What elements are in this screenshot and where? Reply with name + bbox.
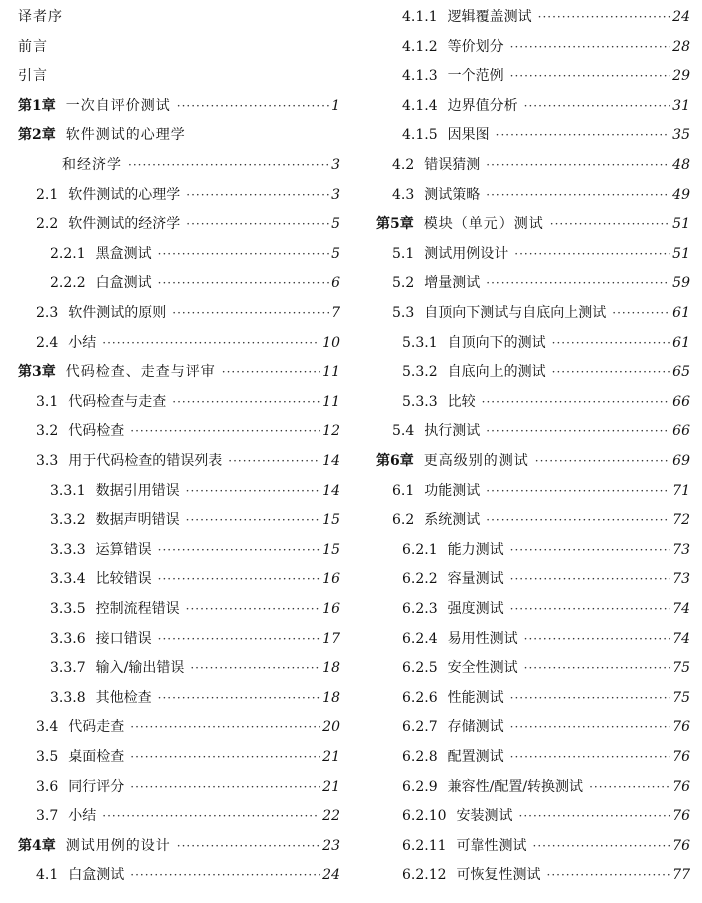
toc-entry-number: 5.4 — [392, 423, 415, 439]
toc-entry-page-number: 66 — [672, 394, 690, 410]
toc-entry-number: 3.3.2 — [50, 512, 86, 528]
toc-entry-page-number: 6 — [331, 275, 340, 291]
toc-entry-number: 5.1 — [392, 246, 415, 262]
toc-entry[interactable] — [0, 331, 340, 355]
toc-entry-page-number: 73 — [672, 571, 690, 587]
toc-entry-page-number: 20 — [322, 719, 340, 735]
toc-entry-number: 2.4 — [36, 335, 59, 351]
toc-entry-page-number: 69 — [672, 453, 690, 469]
toc-entry-title: 小结 — [68, 335, 97, 351]
toc-entry-title: 兼容性/配置/转换测试 — [447, 779, 584, 795]
toc-entry-number: 2.2 — [36, 216, 59, 232]
dot-leader — [130, 419, 320, 443]
toc-entry-title: 可靠性测试 — [456, 838, 527, 854]
toc-entry-page-number: 28 — [672, 39, 690, 55]
toc-entry-number: 4.1.5 — [402, 127, 438, 143]
toc-entry-title: 安装测试 — [456, 808, 513, 824]
toc-entry-number: 6.2.11 — [402, 838, 447, 854]
toc-entry-title: 易用性测试 — [447, 631, 518, 647]
toc-entry-number: 3.3.8 — [50, 690, 86, 706]
toc-entry[interactable] — [372, 212, 690, 236]
toc-entry[interactable] — [0, 538, 340, 562]
toc-entry-number: 3.1 — [36, 394, 59, 410]
dot-leader — [589, 775, 670, 799]
toc-entry-number: 5.3 — [392, 305, 415, 321]
toc-entry-number: 6.2.1 — [402, 542, 438, 558]
dot-leader — [496, 123, 671, 147]
dot-leader — [547, 863, 671, 887]
toc-entry-page-number: 22 — [322, 808, 340, 824]
toc-entry[interactable] — [0, 64, 340, 88]
toc-entry[interactable] — [0, 775, 340, 799]
toc-entry-title: 运算错误 — [95, 542, 152, 558]
toc-entry[interactable] — [0, 94, 340, 118]
toc-entry[interactable] — [372, 834, 690, 858]
toc-entry-number: 4.3 — [392, 187, 415, 203]
toc-entry-title: 数据声明错误 — [95, 512, 180, 528]
toc-entry-number: 3.7 — [36, 808, 59, 824]
toc-entry[interactable] — [372, 64, 690, 88]
toc-entry-title: 用于代码检查的错误列表 — [68, 453, 223, 469]
toc-entry-number: 第6章 — [376, 453, 414, 469]
dot-leader — [102, 331, 320, 355]
toc-entry-number: 4.1 — [36, 867, 59, 883]
toc-entry-title: 配置测试 — [447, 749, 504, 765]
toc-entry-number: 5.3.3 — [402, 394, 438, 410]
toc-entry-number: 3.3.5 — [50, 601, 86, 617]
toc-entry-title: 等价划分 — [447, 39, 504, 55]
toc-entry[interactable] — [0, 597, 340, 621]
toc-entry-title: 代码检查、走查与评审 — [65, 364, 216, 380]
dot-leader — [510, 715, 671, 739]
toc-entry[interactable] — [0, 271, 340, 295]
toc-entry[interactable] — [0, 804, 340, 828]
dot-leader — [186, 597, 321, 621]
dot-leader — [533, 834, 671, 858]
toc-entry-page-number: 72 — [672, 512, 690, 528]
toc-entry[interactable] — [0, 686, 340, 710]
toc-entry-page-number: 59 — [672, 275, 690, 291]
toc-entry-page-number: 16 — [322, 601, 340, 617]
toc-entry[interactable] — [0, 419, 340, 443]
toc-entry[interactable] — [0, 567, 340, 591]
toc-entry-page-number: 29 — [672, 68, 690, 84]
toc-entry-number: 2.2.2 — [50, 275, 86, 291]
toc-entry-page-number: 74 — [672, 631, 690, 647]
dot-leader — [177, 94, 329, 118]
toc-entry-page-number: 73 — [672, 542, 690, 558]
dot-leader — [158, 271, 329, 295]
toc-entry-page-number: 14 — [322, 483, 340, 499]
dot-leader — [524, 656, 671, 680]
toc-entry-page-number: 18 — [322, 690, 340, 706]
toc-entry-number: 6.2.7 — [402, 719, 438, 735]
toc-entry[interactable] — [372, 538, 690, 562]
toc-entry-page-number: 75 — [672, 690, 690, 706]
toc-entry[interactable] — [372, 449, 690, 473]
dot-leader — [486, 479, 670, 503]
toc-entry-title: 测试用例设计 — [424, 246, 509, 262]
toc-entry-title: 同行评分 — [68, 779, 125, 795]
toc-entry[interactable] — [0, 242, 340, 266]
toc-entry-page-number: 74 — [672, 601, 690, 617]
toc-entry[interactable] — [372, 390, 690, 414]
toc-entry[interactable] — [372, 331, 690, 355]
toc-entry-title: 前言 — [18, 39, 48, 55]
toc-entry-number: 4.1.4 — [402, 98, 438, 114]
toc-entry-title: 自顶向下的测试 — [447, 335, 546, 351]
toc-entry-number: 第3章 — [18, 364, 56, 380]
dot-leader — [130, 863, 320, 887]
toc-entry-title: 软件测试的经济学 — [68, 216, 181, 232]
toc-entry-page-number: 15 — [322, 542, 340, 558]
toc-entry-page-number: 17 — [322, 631, 340, 647]
toc-entry-title: 容量测试 — [447, 571, 504, 587]
toc-entry-title: 比较错误 — [95, 571, 152, 587]
dot-leader — [486, 271, 670, 295]
dot-leader — [550, 212, 670, 236]
toc-entry-title: 译者序 — [18, 9, 63, 25]
toc-entry[interactable] — [0, 508, 340, 532]
toc-entry-title: 白盒测试 — [95, 275, 152, 291]
dot-leader — [486, 419, 670, 443]
toc-entry-title: 执行测试 — [424, 423, 481, 439]
dot-leader — [177, 834, 320, 858]
toc-entry-page-number: 77 — [672, 867, 690, 883]
toc-entry[interactable] — [372, 360, 690, 384]
toc-entry-title: 一次自评价测试 — [65, 98, 171, 114]
toc-entry-page-number: 35 — [672, 127, 690, 143]
toc-entry[interactable] — [372, 35, 690, 59]
toc-entry[interactable] — [0, 863, 340, 887]
toc-entry-title: 软件测试的心理学 — [65, 127, 186, 143]
toc-entry-page-number: 75 — [672, 660, 690, 676]
toc-entry[interactable] — [0, 301, 340, 325]
toc-entry-page-number: 16 — [322, 571, 340, 587]
toc-entry[interactable] — [372, 5, 690, 29]
toc-entry-number: 第4章 — [18, 838, 56, 854]
toc-entry[interactable] — [372, 183, 690, 207]
toc-entry-title: 系统测试 — [424, 512, 481, 528]
dot-leader — [158, 242, 329, 266]
dot-leader — [552, 360, 671, 384]
toc-entry-title: 错误猜测 — [424, 157, 481, 173]
toc-entry-number: 5.2 — [392, 275, 415, 291]
dot-leader — [510, 597, 671, 621]
toc-entry-title: 增量测试 — [424, 275, 481, 291]
toc-entry-page-number: 24 — [322, 867, 340, 883]
dot-leader — [130, 775, 320, 799]
toc-entry-number: 6.1 — [392, 483, 415, 499]
dot-leader — [186, 183, 329, 207]
toc-entry-number: 3.3.4 — [50, 571, 86, 587]
toc-entry[interactable] — [372, 271, 690, 295]
toc-entry[interactable] — [372, 804, 690, 828]
toc-entry-title: 边界值分析 — [447, 98, 518, 114]
toc-entry-title: 测试策略 — [424, 187, 481, 203]
toc-entry[interactable] — [372, 686, 690, 710]
toc-entry-number: 4.1.1 — [402, 9, 438, 25]
toc-entry-title: 自顶向下测试与自底向上测试 — [424, 305, 607, 321]
toc-entry[interactable] — [372, 567, 690, 591]
dot-leader — [158, 627, 321, 651]
toc-entry-number: 5.3.2 — [402, 364, 438, 380]
toc-entry-page-number: 51 — [672, 216, 690, 232]
dot-leader — [486, 153, 670, 177]
dot-leader — [486, 183, 670, 207]
toc-entry-number: 3.6 — [36, 779, 59, 795]
toc-entry-page-number: 21 — [322, 779, 340, 795]
toc-entry-number: 6.2 — [392, 512, 415, 528]
toc-entry[interactable] — [372, 153, 690, 177]
toc-entry[interactable] — [372, 627, 690, 651]
toc-entry[interactable] — [0, 656, 340, 680]
toc-entry-title: 自底向上的测试 — [447, 364, 546, 380]
toc-entry-page-number: 61 — [672, 305, 690, 321]
toc-entry[interactable] — [0, 35, 340, 59]
dot-leader — [519, 804, 671, 828]
toc-entry-page-number: 12 — [322, 423, 340, 439]
toc-entry[interactable] — [372, 715, 690, 739]
toc-entry-number: 2.1 — [36, 187, 59, 203]
toc-entry-page-number: 76 — [672, 749, 690, 765]
toc-entry[interactable] — [0, 5, 340, 29]
toc-entry-title: 一个范例 — [447, 68, 504, 84]
toc-entry-number: 5.3.1 — [402, 335, 438, 351]
toc-entry-page-number: 31 — [672, 98, 690, 114]
toc-entry-page-number: 14 — [322, 453, 340, 469]
toc-entry[interactable] — [0, 153, 340, 177]
toc-entry-number: 4.1.3 — [402, 68, 438, 84]
toc-entry-page-number: 3 — [331, 187, 340, 203]
toc-entry-number: 6.2.4 — [402, 631, 438, 647]
toc-entry-number: 6.2.9 — [402, 779, 438, 795]
toc-entry-title: 接口错误 — [95, 631, 152, 647]
toc-entry[interactable] — [0, 390, 340, 414]
toc-entry-title: 代码检查 — [68, 423, 125, 439]
toc-entry-title: 更高级别的测试 — [423, 453, 529, 469]
toc-entry-number: 第5章 — [376, 216, 414, 232]
dot-leader — [158, 538, 321, 562]
toc-entry-number: 3.4 — [36, 719, 59, 735]
dot-leader — [186, 508, 321, 532]
toc-entry-page-number: 24 — [672, 9, 690, 25]
dot-leader — [510, 35, 671, 59]
dot-leader — [186, 212, 329, 236]
toc-entry[interactable] — [372, 123, 690, 147]
dot-leader — [486, 508, 670, 532]
toc-entry-number: 4.1.2 — [402, 39, 438, 55]
toc-entry[interactable] — [0, 360, 340, 384]
dot-leader — [510, 567, 671, 591]
toc-entry-title: 性能测试 — [447, 690, 504, 706]
toc-entry[interactable] — [372, 242, 690, 266]
dot-leader — [538, 5, 671, 29]
toc-entry-number: 6.2.2 — [402, 571, 438, 587]
toc-entry[interactable] — [0, 212, 340, 236]
dot-leader — [186, 479, 321, 503]
toc-entry-number: 6.2.10 — [402, 808, 447, 824]
toc-entry-page-number: 71 — [672, 483, 690, 499]
toc-entry-title: 白盒测试 — [68, 867, 125, 883]
toc-entry-page-number: 5 — [331, 216, 340, 232]
toc-entry-number: 6.2.8 — [402, 749, 438, 765]
dot-leader — [102, 804, 320, 828]
toc-entry-number: 3.3.7 — [50, 660, 86, 676]
toc-entry-title: 存储测试 — [447, 719, 504, 735]
toc-entry-title: 黑盒测试 — [95, 246, 152, 262]
dot-leader — [510, 538, 671, 562]
dot-leader — [535, 449, 670, 473]
dot-leader — [128, 153, 329, 177]
toc-entry-page-number: 18 — [322, 660, 340, 676]
toc-entry[interactable] — [0, 627, 340, 651]
toc-entry-number: 第2章 — [18, 127, 56, 143]
toc-entry-title: 小结 — [68, 808, 97, 824]
toc-entry-title: 可恢复性测试 — [456, 867, 541, 883]
toc-entry[interactable] — [0, 479, 340, 503]
toc-entry-title: 和经济学 — [62, 157, 122, 173]
toc-entry-page-number: 3 — [331, 157, 340, 173]
dot-leader — [158, 686, 321, 710]
toc-entry[interactable] — [372, 656, 690, 680]
dot-leader — [172, 390, 320, 414]
toc-entry-number: 3.5 — [36, 749, 59, 765]
toc-entry-title: 比较 — [447, 394, 476, 410]
toc-entry-page-number: 76 — [672, 719, 690, 735]
toc-entry-number: 4.2 — [392, 157, 415, 173]
toc-entry-page-number: 65 — [672, 364, 690, 380]
toc-entry-number: 6.2.6 — [402, 690, 438, 706]
toc-entry-page-number: 61 — [672, 335, 690, 351]
toc-entry[interactable] — [0, 715, 340, 739]
toc-entry-number: 2.3 — [36, 305, 59, 321]
toc-entry-page-number: 49 — [672, 187, 690, 203]
toc-entry[interactable] — [0, 183, 340, 207]
toc-entry-title: 安全性测试 — [447, 660, 518, 676]
toc-entry[interactable] — [372, 479, 690, 503]
toc-entry-number: 第1章 — [18, 98, 56, 114]
toc-entry-page-number: 76 — [672, 808, 690, 824]
toc-entry-number: 3.3.1 — [50, 483, 86, 499]
dot-leader — [172, 301, 329, 325]
toc-entry-page-number: 51 — [672, 246, 690, 262]
toc-entry-title: 软件测试的心理学 — [68, 187, 181, 203]
toc-entry-title: 控制流程错误 — [95, 601, 180, 617]
toc-entry-number: 2.2.1 — [50, 246, 86, 262]
toc-entry[interactable] — [372, 301, 690, 325]
toc-entry-number: 3.3.6 — [50, 631, 86, 647]
toc-entry-title: 模块（单元）测试 — [423, 216, 544, 232]
toc-entry-page-number: 76 — [672, 779, 690, 795]
toc-entry-page-number: 48 — [672, 157, 690, 173]
toc-entry-title: 功能测试 — [424, 483, 481, 499]
toc-entry-title: 软件测试的原则 — [68, 305, 167, 321]
toc-entry-page-number: 23 — [322, 838, 340, 854]
dot-leader — [524, 627, 671, 651]
toc-entry[interactable] — [372, 863, 690, 887]
toc-entry-page-number: 15 — [322, 512, 340, 528]
dot-leader — [222, 360, 320, 384]
toc-entry-number: 3.3 — [36, 453, 59, 469]
toc-entry-title: 输入/输出错误 — [95, 660, 185, 676]
toc-entry-number: 6.2.12 — [402, 867, 447, 883]
toc-entry-title: 代码走查 — [68, 719, 125, 735]
toc-entry-title: 其他检查 — [95, 690, 152, 706]
toc-entry[interactable] — [372, 508, 690, 532]
toc-entry-page-number: 10 — [322, 335, 340, 351]
dot-leader — [510, 745, 671, 769]
toc-entry[interactable] — [0, 449, 340, 473]
toc-entry-title: 数据引用错误 — [95, 483, 180, 499]
toc-entry-page-number: 11 — [322, 394, 340, 410]
toc-entry[interactable] — [372, 775, 690, 799]
toc-entry-page-number: 1 — [331, 98, 340, 114]
dot-leader — [510, 64, 671, 88]
toc-entry-page-number: 76 — [672, 838, 690, 854]
toc-entry-page-number: 7 — [331, 305, 340, 321]
dot-leader — [158, 567, 321, 591]
dot-leader — [482, 390, 671, 414]
toc-entry[interactable] — [372, 94, 690, 118]
toc-entry-title: 代码检查与走查 — [68, 394, 167, 410]
dot-leader — [510, 686, 671, 710]
dot-leader — [514, 242, 670, 266]
dot-leader — [130, 715, 320, 739]
toc-entry-title: 引言 — [18, 68, 48, 84]
toc-entry-title: 强度测试 — [447, 601, 504, 617]
toc-entry-number: 3.3.3 — [50, 542, 86, 558]
toc-entry-title: 测试用例的设计 — [65, 838, 171, 854]
toc-entry[interactable] — [0, 834, 340, 858]
toc-entry[interactable] — [372, 745, 690, 769]
toc-entry-title: 逻辑覆盖测试 — [447, 9, 532, 25]
toc-entry[interactable] — [0, 745, 340, 769]
toc-entry[interactable] — [372, 419, 690, 443]
dot-leader — [130, 745, 320, 769]
toc-entry-title: 能力测试 — [447, 542, 504, 558]
dot-leader — [524, 94, 671, 118]
toc-entry-page-number: 66 — [672, 423, 690, 439]
dot-leader — [190, 656, 320, 680]
toc-entry-title: 桌面检查 — [68, 749, 125, 765]
dot-leader — [552, 331, 671, 355]
toc-entry-page-number: 5 — [331, 246, 340, 262]
toc-entry[interactable] — [0, 123, 340, 147]
toc-entry-number: 6.2.3 — [402, 601, 438, 617]
dot-leader — [612, 301, 670, 325]
toc-entry-page-number: 11 — [322, 364, 340, 380]
toc-entry-number: 6.2.5 — [402, 660, 438, 676]
dot-leader — [228, 449, 320, 473]
toc-entry[interactable] — [372, 597, 690, 621]
toc-entry-title: 因果图 — [447, 127, 490, 143]
toc-entry-number: 3.2 — [36, 423, 59, 439]
toc-entry-page-number: 21 — [322, 749, 340, 765]
